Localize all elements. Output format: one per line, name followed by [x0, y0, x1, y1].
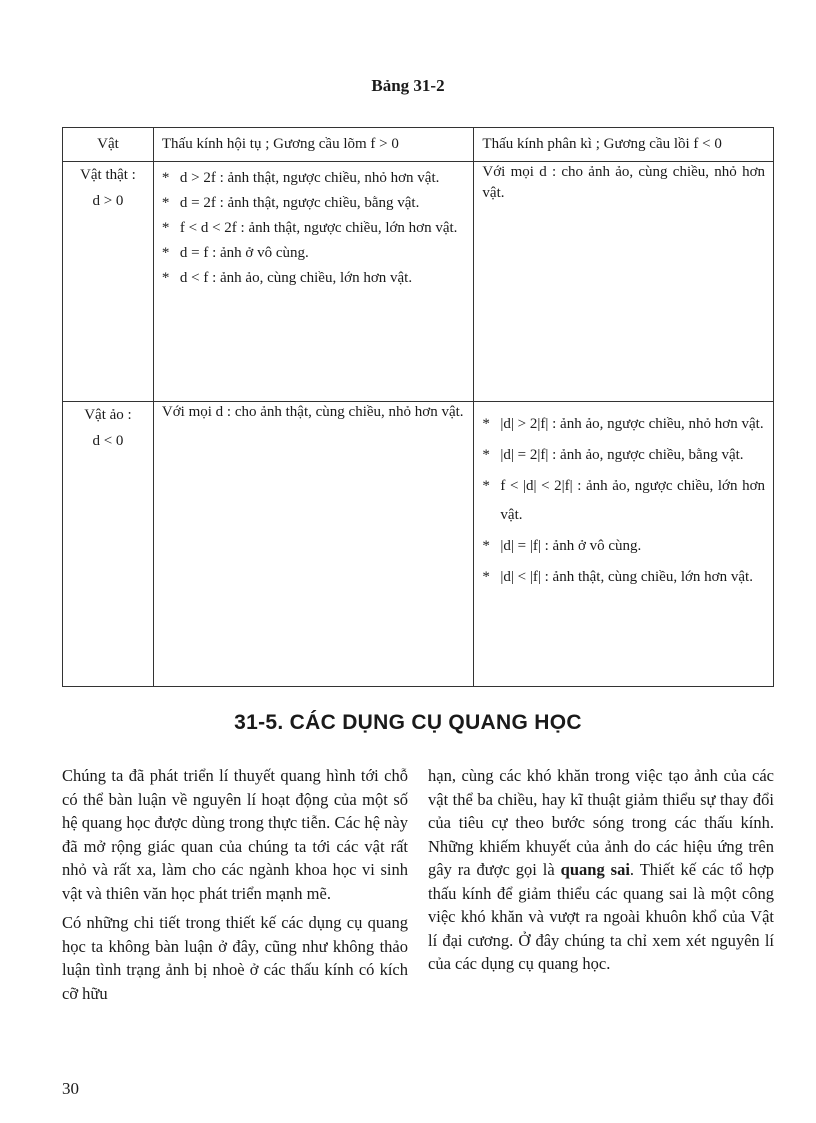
header-converging: Thấu kính hội tụ ; Gương cầu lõm f > 0 [153, 128, 474, 162]
case-item: * d > 2f : ảnh thật, ngược chiều, nhỏ hơn vật. [161, 170, 440, 186]
header-diverging: Thấu kính phân kì ; Gương cầu lồi f < 0 [474, 128, 774, 162]
text-column-left [62, 764, 408, 1005]
virtual-object-converging-text: Với mọi d : cho ảnh thật, cùng chiều, nhỏ hơn vật. [153, 402, 474, 687]
header-object: Vật [63, 128, 154, 162]
paragraph: hạn, cùng các khó khăn trong việc tạo ảnh của các vật thể ba chiều, hay kĩ thuật giảm thiểu sự thay đổi của tiêu cự theo bước sóng trong các thấu kính. Những khiếm khuyết của ảnh do các hiệu ứng trên gây ra được gọi là quang sai. Thiết kế các tổ hợp thấu kính để giảm thiểu các quang sai là một công việc khó khăn và vượt ra ngoài khuôn khổ của Vật lí đại cương. Ở đây chúng ta chỉ xem xét nguyên lí của các dụng cụ quang học. [428, 766, 774, 973]
virtual-object-label-text: Vật ảo : [84, 407, 132, 423]
case-item: * f < |d| < 2|f| : ảnh ảo, ngược chiều, lớn hơn vật. [482, 478, 765, 523]
virtual-object-diverging-cases [474, 402, 774, 687]
case-item: * d < f : ảnh ảo, cùng chiều, lớn hơn vật. [161, 270, 413, 286]
real-object-label-text: Vật thật : [80, 167, 136, 183]
case-item: * |d| = 2|f| : ảnh ảo, ngược chiều, bằng vật. [482, 447, 744, 463]
paragraph: Chúng ta đã phát triển lí thuyết quang hình tới chỗ có thể bàn luận về nguyên lí hoạt động của một số hệ quang học được dùng trong thực tiễn. Các hệ này đã mở rộng giác quan của chúng ta tới các vật rất nhỏ và rất xa, làm cho các ngành khoa học vi sinh vật và thiên văn học phát triển mạnh mẽ. [62, 766, 408, 903]
key-term: quang sai [560, 860, 630, 879]
row-real-object [63, 162, 774, 402]
real-object-converging-cases [153, 162, 474, 402]
real-object-label [63, 162, 154, 402]
page-number: 30 [62, 1079, 79, 1098]
case-item: * |d| < |f| : ảnh thật, cùng chiều, lớn hơn vật. [482, 569, 753, 585]
table-header-row [63, 128, 774, 162]
virtual-object-label [63, 402, 154, 687]
virtual-object-condition: d < 0 [92, 433, 124, 449]
row-virtual-object [63, 402, 774, 687]
text-column-right [428, 764, 774, 976]
image-formation-table [62, 127, 774, 687]
case-item: * |d| = |f| : ảnh ở vô cùng. [482, 538, 642, 554]
case-item: * f < d < 2f : ảnh thật, ngược chiều, lớn hơn vật. [161, 220, 458, 236]
case-item: * d = f : ảnh ở vô cùng. [161, 245, 309, 261]
case-item: * |d| > 2|f| : ảnh ảo, ngược chiều, nhỏ hơn vật. [482, 416, 764, 432]
real-object-condition: d > 0 [92, 193, 124, 209]
real-object-diverging-text: Với mọi d : cho ảnh ảo, cùng chiều, nhỏ hơn vật. [474, 162, 774, 402]
case-item: * d = 2f : ảnh thật, ngược chiều, bằng vật. [161, 195, 420, 211]
paragraph: Có những chi tiết trong thiết kế các dụng cụ quang học ta không bàn luận ở đây, cũng như không thảo luận tình trạng ảnh bị nhoè ở các thấu kính có kích cỡ hữu [62, 913, 408, 1003]
table-caption: Bảng 31-2 [371, 76, 445, 95]
section-title: 31-5. CÁC DỤNG CỤ QUANG HỌC [234, 711, 582, 734]
